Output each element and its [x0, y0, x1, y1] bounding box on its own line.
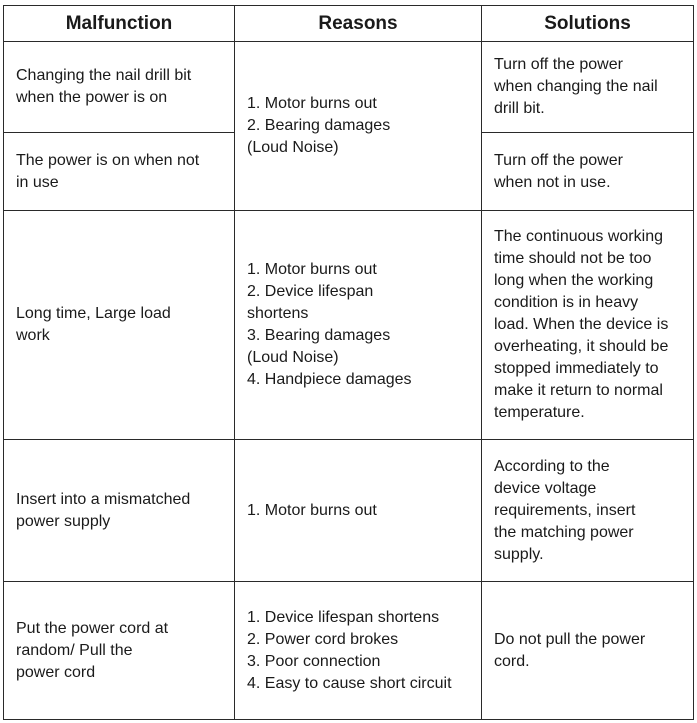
- text-line: drill bit.: [494, 100, 545, 117]
- text-line: power supply: [16, 512, 111, 530]
- text-line: cord.: [494, 652, 530, 670]
- text-line: when not in use.: [494, 173, 611, 191]
- text-line: shortens: [247, 305, 309, 322]
- text-line: long when the working: [494, 272, 654, 289]
- table-row: [4, 42, 694, 133]
- text-line: Put the power cord at: [16, 619, 169, 637]
- text-line: time should not be too: [494, 250, 652, 267]
- text-line: 3. Poor connection: [247, 652, 381, 670]
- header-reasons: Reasons: [235, 6, 482, 42]
- text-line: requirements, insert: [494, 501, 636, 519]
- table-row: [4, 211, 694, 440]
- text-line: condition is in heavy: [494, 294, 639, 311]
- text-line: (Loud Noise): [247, 349, 339, 366]
- reasons-cell: [235, 440, 482, 582]
- text-line: Insert into a mismatched: [16, 490, 191, 508]
- reasons-cell: [235, 211, 482, 440]
- text-line: 1. Device lifespan shortens: [247, 608, 440, 626]
- malfunction-cell: [4, 440, 235, 582]
- text-line: power cord: [16, 663, 96, 681]
- header-solutions: Solutions: [482, 6, 694, 42]
- text-line: Do not pull the power: [494, 630, 646, 648]
- malfunction-cell: [4, 582, 235, 720]
- header-malfunction: Malfunction: [4, 6, 235, 42]
- malfunction-table: [3, 5, 694, 720]
- text-line: supply.: [494, 545, 544, 563]
- text-line: load. When the device is: [494, 316, 669, 333]
- text-line: 4. Easy to cause short circuit: [247, 674, 452, 692]
- solutions-cell: [482, 582, 694, 720]
- text-line: overheating, it should be: [494, 338, 669, 355]
- table-row: [4, 582, 694, 720]
- solutions-cell: [482, 133, 694, 211]
- text-line: According to the: [494, 457, 610, 475]
- text-line: Long time, Large load: [16, 305, 171, 322]
- text-line: device voltage: [494, 479, 597, 497]
- text-line: when changing the nail: [494, 78, 658, 95]
- text-line: in use: [16, 173, 59, 191]
- text-line: 4. Handpiece damages: [247, 371, 412, 388]
- text-line: stopped immediately to: [494, 360, 659, 377]
- text-line: Turn off the power: [494, 151, 623, 169]
- text-line: 3. Bearing damages: [247, 327, 391, 344]
- text-line: (Loud Noise): [247, 139, 339, 156]
- malfunction-cell: [4, 211, 235, 440]
- text-line: temperature.: [494, 404, 585, 421]
- reasons-cell: [235, 42, 482, 211]
- text-line: The continuous working: [494, 228, 663, 245]
- text-line: work: [16, 327, 50, 344]
- text-line: 1. Motor burns out: [247, 95, 377, 112]
- text-line: random/ Pull the: [16, 641, 133, 659]
- text-line: 2. Device lifespan: [247, 283, 374, 300]
- reasons-cell: [235, 582, 482, 720]
- text-line: Turn off the power: [494, 56, 623, 73]
- text-line: 2. Power cord brokes: [247, 630, 399, 648]
- solutions-cell: [482, 211, 694, 440]
- text-line: Changing the nail drill bit: [16, 67, 192, 84]
- header-row: [4, 6, 694, 42]
- text-line: make it return to normal: [494, 382, 663, 399]
- solutions-cell: [482, 42, 694, 133]
- text-line: when the power is on: [16, 89, 168, 106]
- malfunction-cell: [4, 42, 235, 133]
- table-row: [4, 440, 694, 582]
- text-line: 2. Bearing damages: [247, 117, 391, 134]
- malfunction-cell: [4, 133, 235, 211]
- text-line: 1. Motor burns out: [247, 261, 377, 278]
- text-line: 1. Motor burns out: [247, 501, 377, 519]
- text-line: The power is on when not: [16, 151, 200, 169]
- solutions-cell: [482, 440, 694, 582]
- text-line: the matching power: [494, 523, 634, 541]
